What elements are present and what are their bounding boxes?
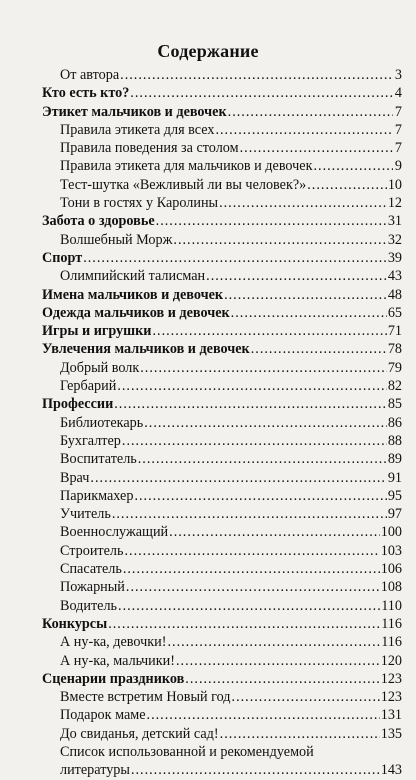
leader-dots: [206, 267, 387, 285]
toc-entry: [42, 395, 402, 413]
toc-entry-page: 39: [387, 249, 402, 266]
leader-dots: [240, 139, 393, 157]
toc-entry-page: 12: [387, 195, 402, 212]
toc-entry-title: Увлечения мальчиков и девочек: [42, 341, 250, 358]
toc-entry-page: 31: [387, 213, 402, 230]
toc-entry-page: 110: [381, 597, 402, 614]
leader-dots: [120, 66, 393, 84]
toc-entry-page: 82: [387, 378, 402, 395]
toc-entry-title: Библиотекарь: [60, 414, 144, 431]
leader-dots: [152, 322, 386, 340]
leader-dots: [83, 249, 387, 267]
toc-entry-title: Имена мальчиков и девочек: [42, 286, 224, 303]
leader-dots: [124, 542, 379, 560]
toc-entry: [42, 688, 402, 706]
toc-entry-title: Этикет мальчиков и девочек: [42, 103, 227, 120]
leader-dots: [131, 761, 380, 779]
toc-entry: [42, 304, 402, 322]
toc-entry-title: Спасатель: [60, 561, 122, 578]
toc-entry: [42, 670, 402, 688]
toc-entry-page: 4: [394, 85, 402, 102]
toc-entry-title: От автора: [60, 67, 120, 83]
toc-entry-title: Олимпийский талисман: [60, 268, 206, 285]
toc-entry: [42, 157, 402, 175]
table-of-contents: [42, 66, 402, 780]
toc-entry: [42, 725, 402, 743]
toc-entry-continuation: [60, 761, 402, 779]
toc-entry: [42, 652, 402, 670]
leader-dots: [144, 414, 387, 432]
toc-entry: [42, 597, 402, 615]
leader-dots: [228, 103, 393, 121]
leader-dots: [156, 212, 387, 230]
toc-entry-title: Воспитатель: [60, 451, 137, 468]
toc-entry: [42, 286, 402, 304]
leader-dots: [108, 615, 380, 633]
leader-dots: [231, 304, 387, 322]
toc-entry-title: А ну-ка, мальчики!: [60, 652, 175, 669]
leader-dots: [313, 157, 393, 175]
toc-entry: [42, 176, 402, 194]
toc-entry-title: Строитель: [60, 542, 124, 559]
toc-entry: [42, 249, 402, 267]
toc-entry: [42, 103, 402, 121]
toc-entry-title: Добрый волк: [60, 359, 140, 376]
toc-entry: [42, 414, 402, 432]
toc-entry-page: 32: [387, 231, 402, 248]
toc-entry-title: Гербарий: [60, 378, 117, 395]
toc-entry-title: Одежда мальчиков и девочек: [42, 304, 230, 321]
toc-entry-page: 7: [394, 140, 402, 157]
toc-entry: [42, 469, 402, 487]
leader-dots: [215, 121, 393, 139]
toc-entry-page: 79: [387, 359, 402, 376]
toc-entry: [42, 359, 402, 377]
toc-entry-title: Врач: [60, 469, 90, 486]
toc-entry: [42, 706, 402, 724]
toc-entry-page: 78: [387, 341, 402, 358]
leader-dots: [123, 560, 380, 578]
toc-entry-page: 9: [394, 158, 402, 175]
leader-dots: [114, 395, 387, 413]
leader-dots: [90, 469, 386, 487]
toc-entry-title-continued: литературы: [60, 762, 130, 779]
toc-entry-page: 91: [387, 469, 402, 486]
toc-entry-page: 65: [387, 304, 402, 321]
leader-dots: [138, 450, 387, 468]
toc-entry-page: 131: [380, 707, 402, 724]
leader-dots: [118, 597, 380, 615]
leader-dots: [122, 432, 387, 450]
toc-entry-page: 108: [380, 579, 402, 596]
toc-entry-page: 95: [387, 487, 402, 504]
toc-entry-page: 89: [387, 451, 402, 468]
toc-entry-page: 116: [381, 615, 402, 632]
toc-entry: [42, 487, 402, 505]
toc-entry: [42, 322, 402, 340]
toc-entry-title: Конкурсы: [42, 615, 108, 632]
toc-entry-title: Тони в гостях у Каролины: [60, 195, 219, 212]
toc-entry-title: Профессии: [42, 396, 114, 413]
leader-dots: [220, 725, 380, 743]
leader-dots: [169, 523, 380, 541]
toc-entry-title: До свиданья, детский сад!: [60, 725, 219, 742]
toc-entry-title: Пожарный: [60, 579, 125, 596]
toc-entry-title: Игры и игрушки: [42, 323, 152, 340]
toc-entry-title: Правила поведения за столом: [60, 140, 239, 157]
leader-dots: [112, 505, 387, 523]
toc-entry-page: 120: [380, 652, 402, 669]
toc-entry: [42, 743, 402, 780]
toc-entry: [42, 231, 402, 249]
leader-dots: [176, 652, 380, 670]
toc-entry: [42, 377, 402, 395]
toc-entry: [42, 432, 402, 450]
leader-dots: [185, 670, 379, 688]
leader-dots: [117, 377, 387, 395]
toc-entry-page: 7: [394, 121, 402, 138]
toc-entry: [42, 267, 402, 285]
toc-entry-title: Список использованной и рекомендуемой: [60, 743, 314, 760]
toc-entry-title: Парикмахер: [60, 487, 134, 504]
toc-entry-title: Водитель: [60, 597, 118, 614]
toc-entry-page: 143: [380, 762, 402, 779]
toc-entry: [42, 523, 402, 541]
toc-entry-page: 123: [380, 670, 402, 687]
toc-entry: [42, 560, 402, 578]
toc-entry-title: Вместе встретим Новый год: [60, 689, 231, 706]
toc-entry: [42, 139, 402, 157]
leader-dots: [167, 633, 380, 651]
toc-entry: [42, 66, 402, 84]
toc-entry-page: 71: [387, 323, 402, 340]
toc-entry-title: Забота о здоровье: [42, 213, 155, 230]
toc-entry-page: 135: [380, 725, 402, 742]
toc-entry: [42, 450, 402, 468]
toc-entry-title: Кто есть кто?: [42, 85, 130, 102]
toc-entry-page: 116: [381, 634, 402, 651]
toc-entry-page: 43: [387, 268, 402, 285]
toc-entry-title: Бухгалтер: [60, 432, 121, 449]
leader-dots: [307, 176, 387, 194]
toc-entry-title: Правила этикета для всех: [60, 121, 215, 138]
toc-entry-title: Тест-шутка «Вежливый ли вы человек?»: [60, 176, 307, 193]
toc-entry: [42, 615, 402, 633]
toc-entry-page: 48: [387, 286, 402, 303]
toc-entry: [42, 121, 402, 139]
toc-entry-title: А ну-ка, девочки!: [60, 634, 167, 651]
leader-dots: [134, 487, 386, 505]
toc-entry-title: Спорт: [42, 249, 83, 266]
leader-dots: [147, 706, 380, 724]
toc-entry-page: 3: [394, 67, 402, 83]
toc-entry-page: 86: [387, 414, 402, 431]
toc-entry-title: Правила этикета для мальчиков и девочек: [60, 158, 313, 175]
toc-entry-title: Волшебный Морж: [60, 231, 173, 248]
leader-dots: [219, 194, 387, 212]
page-title: Содержание: [157, 41, 259, 61]
toc-entry-title: Сценарии праздников: [42, 670, 185, 687]
toc-entry-page: 100: [380, 524, 402, 541]
toc-entry: [42, 340, 402, 358]
toc-entry-title: Подарок маме: [60, 707, 146, 724]
toc-entry: [42, 194, 402, 212]
toc-entry-page: 106: [380, 561, 402, 578]
toc-entry: [42, 84, 402, 102]
leader-dots: [126, 578, 380, 596]
toc-entry-page: 88: [387, 432, 402, 449]
leader-dots: [130, 84, 393, 102]
toc-entry-page: 85: [387, 396, 402, 413]
toc-entry: [42, 578, 402, 596]
leader-dots: [232, 688, 380, 706]
toc-entry-page: 123: [380, 689, 402, 706]
toc-entry-page: 103: [380, 542, 402, 559]
toc-entry-page: 97: [387, 506, 402, 523]
toc-entry: [42, 633, 402, 651]
toc-entry: [42, 212, 402, 230]
toc-entry: [42, 505, 402, 523]
toc-entry-title: Военнослужащий: [60, 524, 169, 541]
toc-entry-page: 10: [387, 176, 402, 193]
leader-dots: [140, 359, 387, 377]
toc-entry-title: Учитель: [60, 506, 111, 523]
toc-entry-page: 7: [394, 103, 402, 120]
leader-dots: [173, 231, 386, 249]
leader-dots: [224, 286, 387, 304]
toc-entry: [42, 542, 402, 560]
leader-dots: [251, 340, 387, 358]
